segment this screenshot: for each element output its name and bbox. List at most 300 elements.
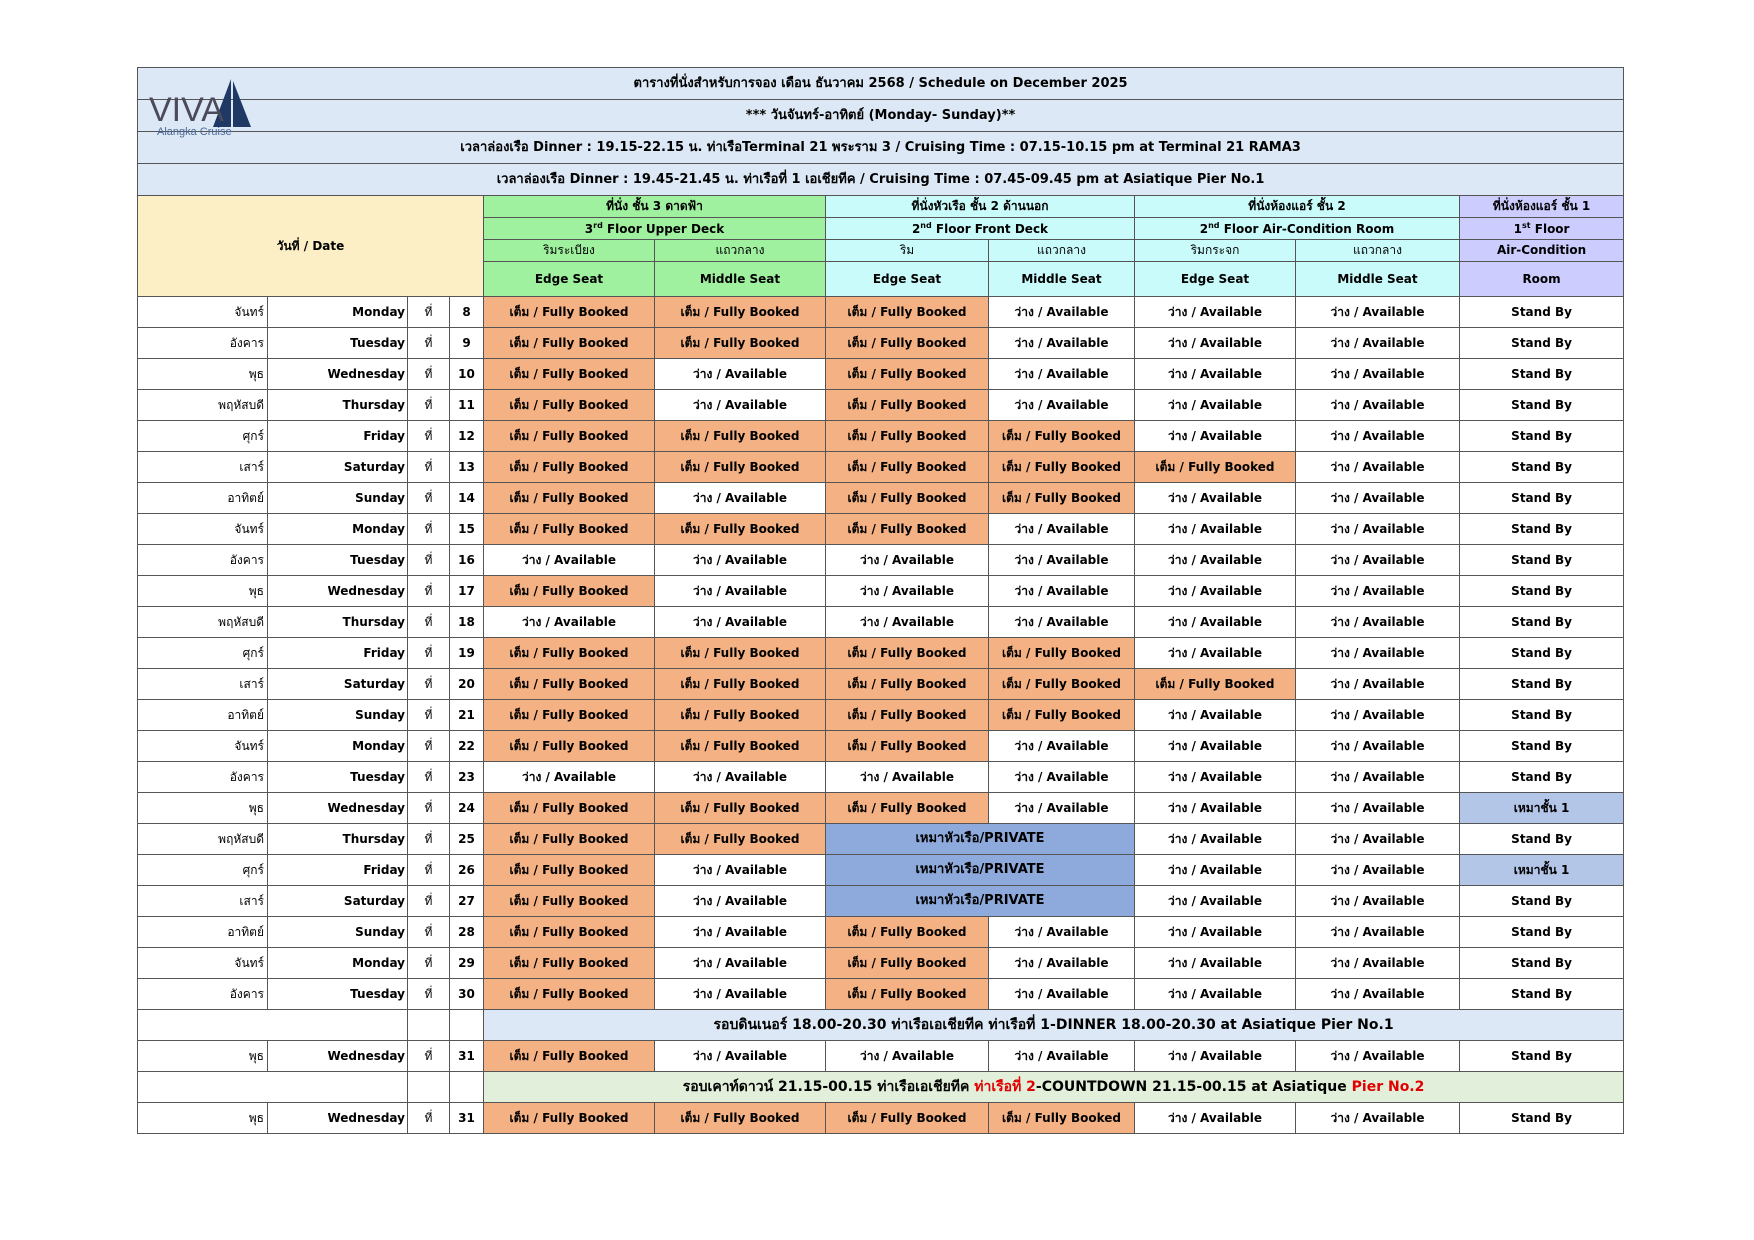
status-available: ว่าง / Available xyxy=(1135,390,1296,421)
status-fully-booked: เต็ม / Fully Booked xyxy=(826,483,989,514)
status-fully-booked: เต็ม / Fully Booked xyxy=(826,390,989,421)
status-available: ว่าง / Available xyxy=(989,390,1135,421)
date-number: 19 xyxy=(450,638,484,669)
status-fully-booked: เต็ม / Fully Booked xyxy=(655,731,826,762)
status-available: ว่าง / Available xyxy=(655,545,826,576)
status-fully-booked: เต็ม / Fully Booked xyxy=(655,1103,826,1134)
table-row xyxy=(138,979,1624,1010)
ti-label: ที่ xyxy=(408,297,450,328)
table-row xyxy=(138,793,1624,824)
status-stand-by: Stand By xyxy=(1460,545,1624,576)
air2-header-th: ที่นั่งห้องแอร์ ชั้น 2 xyxy=(1135,196,1460,218)
table-row xyxy=(138,607,1624,638)
ti-label: ที่ xyxy=(408,328,450,359)
status-stand-by: Stand By xyxy=(1460,576,1624,607)
day-thai: จันทร์ xyxy=(138,514,268,545)
air1-header-l3: Room xyxy=(1460,262,1624,297)
day-english: Wednesday xyxy=(268,359,408,390)
status-available: ว่าง / Available xyxy=(989,359,1135,390)
deck2-header-th: ที่นั่งหัวเรือ ชั้น 2 ด้านนอก xyxy=(826,196,1135,218)
status-stand-by: Stand By xyxy=(1460,297,1624,328)
table-row xyxy=(138,886,1624,917)
table-row xyxy=(138,452,1624,483)
d2-edge-en: Edge Seat xyxy=(826,262,989,297)
ti-label: ที่ xyxy=(408,762,450,793)
day-thai: พุธ xyxy=(138,793,268,824)
status-fully-booked: เต็ม / Fully Booked xyxy=(484,514,655,545)
air1-header-l2: Air-Condition xyxy=(1460,240,1624,262)
day-thai: อาทิตย์ xyxy=(138,917,268,948)
day-english: Wednesday xyxy=(268,576,408,607)
status-available: ว่าง / Available xyxy=(989,731,1135,762)
day-thai: พุธ xyxy=(138,359,268,390)
status-fully-booked: เต็ม / Fully Booked xyxy=(826,359,989,390)
day-english: Friday xyxy=(268,421,408,452)
day-english: Wednesday xyxy=(268,1041,408,1072)
air1-header-en: 1st Floor xyxy=(1460,218,1624,240)
table-row xyxy=(138,917,1624,948)
status-available: ว่าง / Available xyxy=(655,390,826,421)
status-available: ว่าง / Available xyxy=(1296,452,1460,483)
d3-edge-th: ริมระเบียง xyxy=(484,240,655,262)
day-thai: อังคาร xyxy=(138,328,268,359)
day-thai: อาทิตย์ xyxy=(138,700,268,731)
date-number: 26 xyxy=(450,855,484,886)
status-stand-by: Stand By xyxy=(1460,917,1624,948)
status-private-front-deck: เหมาหัวเรือ/PRIVATE xyxy=(826,886,1135,917)
day-english: Monday xyxy=(268,948,408,979)
status-available: ว่าง / Available xyxy=(484,607,655,638)
status-stand-by: Stand By xyxy=(1460,700,1624,731)
status-fully-booked: เต็ม / Fully Booked xyxy=(484,1041,655,1072)
date-number: 8 xyxy=(450,297,484,328)
status-available: ว่าง / Available xyxy=(1296,1041,1460,1072)
status-available: ว่าง / Available xyxy=(1135,948,1296,979)
day-english: Tuesday xyxy=(268,979,408,1010)
status-available: ว่าง / Available xyxy=(484,545,655,576)
date-number: 15 xyxy=(450,514,484,545)
date-number: 10 xyxy=(450,359,484,390)
status-fully-booked: เต็ม / Fully Booked xyxy=(484,824,655,855)
countdown-pre: รอบเคาท์ดาวน์ 21.15-00.15 ท่าเรือเอเชียทีค xyxy=(682,1078,975,1095)
date-number: 30 xyxy=(450,979,484,1010)
status-stand-by: Stand By xyxy=(1460,514,1624,545)
day-english: Tuesday xyxy=(268,762,408,793)
status-fully-booked: เต็ม / Fully Booked xyxy=(484,731,655,762)
status-fully-booked: เต็ม / Fully Booked xyxy=(484,576,655,607)
day-thai: พุธ xyxy=(138,576,268,607)
status-available: ว่าง / Available xyxy=(1296,1103,1460,1134)
status-stand-by: Stand By xyxy=(1460,824,1624,855)
status-available: ว่าง / Available xyxy=(1135,855,1296,886)
status-available: ว่าง / Available xyxy=(826,576,989,607)
status-fully-booked: เต็ม / Fully Booked xyxy=(826,669,989,700)
status-available: ว่าง / Available xyxy=(655,855,826,886)
a2-mid-en: Middle Seat xyxy=(1296,262,1460,297)
table-row xyxy=(138,669,1624,700)
table-row xyxy=(138,421,1624,452)
status-fully-booked: เต็ม / Fully Booked xyxy=(989,700,1135,731)
d3-mid-en: Middle Seat xyxy=(655,262,826,297)
status-fully-booked: เต็ม / Fully Booked xyxy=(826,297,989,328)
status-available: ว่าง / Available xyxy=(1135,1103,1296,1134)
status-available: ว่าง / Available xyxy=(1296,483,1460,514)
status-stand-by: Stand By xyxy=(1460,452,1624,483)
day-thai: จันทร์ xyxy=(138,731,268,762)
day-english: Thursday xyxy=(268,607,408,638)
day-english: Thursday xyxy=(268,390,408,421)
status-fully-booked: เต็ม / Fully Booked xyxy=(655,824,826,855)
status-available: ว่าง / Available xyxy=(1135,1041,1296,1072)
status-available: ว่าง / Available xyxy=(1296,359,1460,390)
status-stand-by: Stand By xyxy=(1460,359,1624,390)
status-fully-booked: เต็ม / Fully Booked xyxy=(655,669,826,700)
status-available: ว่าง / Available xyxy=(655,979,826,1010)
status-available: ว่าง / Available xyxy=(1135,824,1296,855)
ti-label: ที่ xyxy=(408,421,450,452)
ti-label: ที่ xyxy=(408,452,450,483)
status-stand-by: Stand By xyxy=(1460,390,1624,421)
status-stand-by: Stand By xyxy=(1460,886,1624,917)
status-available: ว่าง / Available xyxy=(1135,514,1296,545)
status-available: ว่าง / Available xyxy=(655,886,826,917)
date-number: 31 xyxy=(450,1103,484,1134)
sail-icon-2 xyxy=(233,81,251,127)
table-row xyxy=(138,948,1624,979)
schedule-sheet xyxy=(137,67,1623,1134)
status-available: ว่าง / Available xyxy=(1296,979,1460,1010)
status-available: ว่าง / Available xyxy=(1296,421,1460,452)
ti-label: ที่ xyxy=(408,886,450,917)
ti-label: ที่ xyxy=(408,545,450,576)
status-fully-booked: เต็ม / Fully Booked xyxy=(989,483,1135,514)
title-line: ตารางที่นั่งสำหรับการจอง เดือน ธันวาคม 2568 / Schedule on December 2025 xyxy=(138,68,1624,100)
status-available: ว่าง / Available xyxy=(1135,793,1296,824)
status-fully-booked: เต็ม / Fully Booked xyxy=(655,452,826,483)
spacer xyxy=(138,1010,408,1041)
status-fully-booked: เต็ม / Fully Booked xyxy=(484,390,655,421)
status-private-front-deck: เหมาหัวเรือ/PRIVATE xyxy=(826,855,1135,886)
status-available: ว่าง / Available xyxy=(1135,886,1296,917)
status-fully-booked: เต็ม / Fully Booked xyxy=(484,297,655,328)
status-stand-by: Stand By xyxy=(1460,1103,1624,1134)
status-available: ว่าง / Available xyxy=(989,576,1135,607)
deck3-header-en: 3rd Floor Upper Deck xyxy=(484,218,826,240)
status-fully-booked: เต็ม / Fully Booked xyxy=(484,979,655,1010)
status-fully-booked: เต็ม / Fully Booked xyxy=(484,793,655,824)
status-stand-by: Stand By xyxy=(1460,731,1624,762)
date-header: วันที่ / Date xyxy=(138,196,484,297)
status-fully-booked: เต็ม / Fully Booked xyxy=(655,297,826,328)
status-available: ว่าง / Available xyxy=(655,1041,826,1072)
status-fully-booked: เต็ม / Fully Booked xyxy=(484,483,655,514)
day-thai: พฤหัสบดี xyxy=(138,607,268,638)
status-fully-booked: เต็ม / Fully Booked xyxy=(655,638,826,669)
status-fully-booked: เต็ม / Fully Booked xyxy=(826,638,989,669)
ti-label: ที่ xyxy=(408,979,450,1010)
status-available: ว่าง / Available xyxy=(989,948,1135,979)
status-available: ว่าง / Available xyxy=(989,793,1135,824)
logo-text: VIVA xyxy=(149,91,224,129)
status-fully-booked: เต็ม / Fully Booked xyxy=(655,328,826,359)
status-available: ว่าง / Available xyxy=(1296,886,1460,917)
day-english: Tuesday xyxy=(268,328,408,359)
status-available: ว่าง / Available xyxy=(989,545,1135,576)
status-available: ว่าง / Available xyxy=(1296,607,1460,638)
status-available: ว่าง / Available xyxy=(826,1041,989,1072)
spacer xyxy=(450,1010,484,1041)
date-number: 13 xyxy=(450,452,484,483)
ti-label: ที่ xyxy=(408,514,450,545)
status-available: ว่าง / Available xyxy=(1296,700,1460,731)
status-available: ว่าง / Available xyxy=(1296,545,1460,576)
table-row xyxy=(138,359,1624,390)
status-fully-booked: เต็ม / Fully Booked xyxy=(826,700,989,731)
status-available: ว่าง / Available xyxy=(989,979,1135,1010)
table-row xyxy=(138,1041,1624,1072)
spacer xyxy=(408,1072,450,1103)
day-thai: จันทร์ xyxy=(138,948,268,979)
day-thai: ศุกร์ xyxy=(138,421,268,452)
status-fully-booked: เต็ม / Fully Booked xyxy=(655,793,826,824)
status-available: ว่าง / Available xyxy=(989,297,1135,328)
table-row xyxy=(138,514,1624,545)
day-thai: จันทร์ xyxy=(138,297,268,328)
status-fully-booked: เต็ม / Fully Booked xyxy=(989,1103,1135,1134)
status-fully-booked: เต็ม / Fully Booked xyxy=(989,638,1135,669)
status-available: ว่าง / Available xyxy=(655,576,826,607)
table-row xyxy=(138,824,1624,855)
status-available: ว่าง / Available xyxy=(1135,731,1296,762)
date-number: 9 xyxy=(450,328,484,359)
day-thai: เสาร์ xyxy=(138,669,268,700)
day-english: Saturday xyxy=(268,452,408,483)
day-english: Friday xyxy=(268,638,408,669)
status-fully-booked: เต็ม / Fully Booked xyxy=(655,700,826,731)
logo-subtext: Alangka Cruise xyxy=(157,126,232,138)
ti-label: ที่ xyxy=(408,359,450,390)
status-available: ว่าง / Available xyxy=(1135,483,1296,514)
status-available: ว่าง / Available xyxy=(655,359,826,390)
date-number: 24 xyxy=(450,793,484,824)
table-row xyxy=(138,328,1624,359)
date-number: 17 xyxy=(450,576,484,607)
ti-label: ที่ xyxy=(408,669,450,700)
day-thai: เสาร์ xyxy=(138,886,268,917)
day-english: Tuesday xyxy=(268,545,408,576)
table-row xyxy=(138,855,1624,886)
ti-label: ที่ xyxy=(408,483,450,514)
status-available: ว่าง / Available xyxy=(1135,359,1296,390)
date-number: 29 xyxy=(450,948,484,979)
status-available: ว่าง / Available xyxy=(826,762,989,793)
viva-logo xyxy=(147,73,253,143)
ti-label: ที่ xyxy=(408,793,450,824)
status-available: ว่าง / Available xyxy=(1296,638,1460,669)
terminal21-time-line: เวลาล่องเรือ Dinner : 19.15-22.15 น. ท่าเรือTerminal 21 พระราม 3 / Cruising Time : 07.15-10.15 pm at Terminal 21 RAMA3 xyxy=(138,132,1624,164)
a2-mid-th: แถวกลาง xyxy=(1296,240,1460,262)
ti-label: ที่ xyxy=(408,731,450,762)
status-stand-by: Stand By xyxy=(1460,638,1624,669)
countdown-banner xyxy=(484,1072,1624,1103)
status-fully-booked: เต็ม / Fully Booked xyxy=(826,948,989,979)
status-available: ว่าง / Available xyxy=(484,762,655,793)
air1-header-th: ที่นั่งห้องแอร์ ชั้น 1 xyxy=(1460,196,1624,218)
date-number: 18 xyxy=(450,607,484,638)
status-fully-booked: เต็ม / Fully Booked xyxy=(484,1103,655,1134)
date-number: 22 xyxy=(450,731,484,762)
table-row xyxy=(138,638,1624,669)
date-number: 16 xyxy=(450,545,484,576)
spacer xyxy=(138,1072,408,1103)
day-thai: เสาร์ xyxy=(138,452,268,483)
status-fully-booked: เต็ม / Fully Booked xyxy=(484,328,655,359)
status-available: ว่าง / Available xyxy=(1135,545,1296,576)
status-stand-by: Stand By xyxy=(1460,979,1624,1010)
status-available: ว่าง / Available xyxy=(989,762,1135,793)
day-english: Saturday xyxy=(268,669,408,700)
status-available: ว่าง / Available xyxy=(1296,390,1460,421)
ti-label: ที่ xyxy=(408,638,450,669)
spacer xyxy=(408,1010,450,1041)
status-available: ว่าง / Available xyxy=(1296,824,1460,855)
d2-mid-en: Middle Seat xyxy=(989,262,1135,297)
deck3-header-th: ที่นั่ง ชั้น 3 ดาดฟ้า xyxy=(484,196,826,218)
table-row xyxy=(138,731,1624,762)
status-available: ว่าง / Available xyxy=(1296,576,1460,607)
d3-edge-en: Edge Seat xyxy=(484,262,655,297)
day-thai: อาทิตย์ xyxy=(138,483,268,514)
status-stand-by: Stand By xyxy=(1460,328,1624,359)
status-fully-booked: เต็ม / Fully Booked xyxy=(989,452,1135,483)
status-available: ว่าง / Available xyxy=(989,917,1135,948)
schedule-table xyxy=(137,67,1624,1134)
status-fully-booked: เต็ม / Fully Booked xyxy=(1135,452,1296,483)
dinner31-banner-row xyxy=(138,1010,1624,1041)
status-available: ว่าง / Available xyxy=(1296,328,1460,359)
date-number: 28 xyxy=(450,917,484,948)
status-available: ว่าง / Available xyxy=(655,483,826,514)
day-english: Sunday xyxy=(268,917,408,948)
status-private-front-deck: เหมาหัวเรือ/PRIVATE xyxy=(826,824,1135,855)
status-available: ว่าง / Available xyxy=(655,607,826,638)
day-thai: พุธ xyxy=(138,1041,268,1072)
status-available: ว่าง / Available xyxy=(989,328,1135,359)
table-row xyxy=(138,390,1624,421)
day-thai: อังคาร xyxy=(138,762,268,793)
status-available: ว่าง / Available xyxy=(1296,948,1460,979)
status-stand-by: Stand By xyxy=(1460,421,1624,452)
table-row xyxy=(138,762,1624,793)
status-available: ว่าง / Available xyxy=(1296,917,1460,948)
status-stand-by: Stand By xyxy=(1460,948,1624,979)
status-available: ว่าง / Available xyxy=(989,607,1135,638)
date-number: 27 xyxy=(450,886,484,917)
d2-mid-th: แถวกลาง xyxy=(989,240,1135,262)
spacer xyxy=(450,1072,484,1103)
countdown-pier-th: ท่าเรือที่ 2 xyxy=(974,1078,1036,1095)
status-available: ว่าง / Available xyxy=(1135,297,1296,328)
days-line: *** วันจันทร์-อาทิตย์ (Monday- Sunday)** xyxy=(138,100,1624,132)
asiatique-time-line: เวลาล่องเรือ Dinner : 19.45-21.45 น. ท่าเรือที่ 1 เอเชียทีค / Cruising Time : 07.45-09.45 pm at Asiatique Pier No.1 xyxy=(138,164,1624,196)
ti-label: ที่ xyxy=(408,948,450,979)
ti-label: ที่ xyxy=(408,576,450,607)
status-available: ว่าง / Available xyxy=(989,1041,1135,1072)
status-fully-booked: เต็ม / Fully Booked xyxy=(655,514,826,545)
ti-label: ที่ xyxy=(408,700,450,731)
table-row xyxy=(138,700,1624,731)
day-english: Wednesday xyxy=(268,1103,408,1134)
countdown-mid: -COUNTDOWN 21.15-00.15 at Asiatique xyxy=(1035,1078,1352,1095)
status-fully-booked: เต็ม / Fully Booked xyxy=(826,452,989,483)
day-english: Friday xyxy=(268,855,408,886)
status-fully-booked: เต็ม / Fully Booked xyxy=(655,421,826,452)
date-number: 11 xyxy=(450,390,484,421)
status-fully-booked: เต็ม / Fully Booked xyxy=(989,421,1135,452)
day-english: Sunday xyxy=(268,483,408,514)
day-thai: พฤหัสบดี xyxy=(138,390,268,421)
status-fully-booked: เต็ม / Fully Booked xyxy=(826,917,989,948)
date-number: 12 xyxy=(450,421,484,452)
air2-header-en: 2nd Floor Air-Condition Room xyxy=(1135,218,1460,240)
status-available: ว่าง / Available xyxy=(1296,793,1460,824)
status-fully-booked: เต็ม / Fully Booked xyxy=(989,669,1135,700)
status-fully-booked: เต็ม / Fully Booked xyxy=(826,514,989,545)
status-available: ว่าง / Available xyxy=(1296,297,1460,328)
day-thai: พฤหัสบดี xyxy=(138,824,268,855)
status-fully-booked: เต็ม / Fully Booked xyxy=(484,421,655,452)
status-fully-booked: เต็ม / Fully Booked xyxy=(826,731,989,762)
day-thai: อังคาร xyxy=(138,545,268,576)
status-fully-booked: เต็ม / Fully Booked xyxy=(826,421,989,452)
day-english: Saturday xyxy=(268,886,408,917)
table-row xyxy=(138,1103,1624,1134)
status-available: ว่าง / Available xyxy=(655,762,826,793)
status-available: ว่าง / Available xyxy=(1296,762,1460,793)
status-stand-by: Stand By xyxy=(1460,607,1624,638)
countdown-banner-row xyxy=(138,1072,1624,1103)
ti-label: ที่ xyxy=(408,1041,450,1072)
day-english: Monday xyxy=(268,297,408,328)
status-fully-booked: เต็ม / Fully Booked xyxy=(484,886,655,917)
status-floor1-private: เหมาชั้น 1 xyxy=(1460,793,1624,824)
day-thai: ศุกร์ xyxy=(138,638,268,669)
status-available: ว่าง / Available xyxy=(1135,979,1296,1010)
status-fully-booked: เต็ม / Fully Booked xyxy=(484,948,655,979)
a2-edge-en: Edge Seat xyxy=(1135,262,1296,297)
status-available: ว่าง / Available xyxy=(1135,762,1296,793)
date-number: 21 xyxy=(450,700,484,731)
day-english: Monday xyxy=(268,731,408,762)
day-thai: ศุกร์ xyxy=(138,855,268,886)
date-number: 23 xyxy=(450,762,484,793)
ti-label: ที่ xyxy=(408,855,450,886)
status-stand-by: Stand By xyxy=(1460,1041,1624,1072)
status-available: ว่าง / Available xyxy=(1296,669,1460,700)
status-fully-booked: เต็ม / Fully Booked xyxy=(826,979,989,1010)
ti-label: ที่ xyxy=(408,607,450,638)
status-floor1-private: เหมาชั้น 1 xyxy=(1460,855,1624,886)
date-number: 14 xyxy=(450,483,484,514)
status-fully-booked: เต็ม / Fully Booked xyxy=(484,452,655,483)
d2-edge-th: ริม xyxy=(826,240,989,262)
status-available: ว่าง / Available xyxy=(1135,576,1296,607)
a2-edge-th: ริมกระจก xyxy=(1135,240,1296,262)
ti-label: ที่ xyxy=(408,390,450,421)
status-fully-booked: เต็ม / Fully Booked xyxy=(1135,669,1296,700)
status-fully-booked: เต็ม / Fully Booked xyxy=(484,855,655,886)
status-available: ว่าง / Available xyxy=(826,545,989,576)
